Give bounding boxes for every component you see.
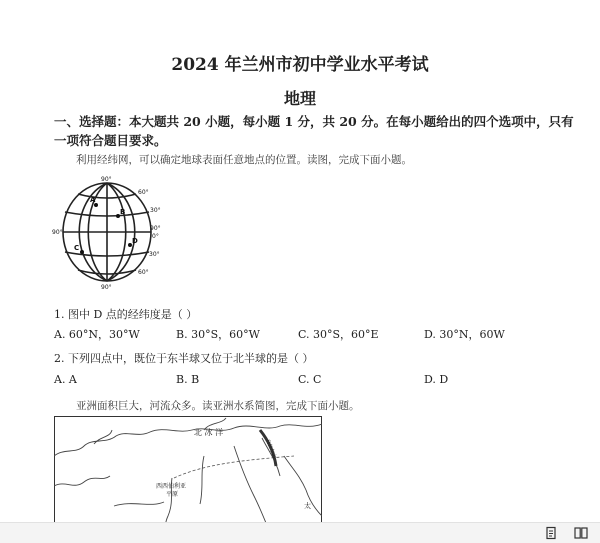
section-heading-line-2: 一项符合题目要求。 <box>54 133 167 148</box>
point-a-label: A <box>90 196 96 204</box>
single-page-icon[interactable] <box>544 526 558 540</box>
q2-option-d[interactable]: D. D <box>424 373 449 386</box>
map-label-mountain: 乌拉尔山 <box>264 438 278 460</box>
q1-option-b[interactable]: B. 30°S，60°W <box>176 328 260 341</box>
asia-river-map <box>54 416 322 526</box>
label-right-90: 90° <box>150 225 161 232</box>
q2-option-a[interactable]: A. A <box>54 373 77 386</box>
label-s30: 30° <box>149 251 160 258</box>
label-bottom-90: 90° <box>101 284 112 290</box>
map-label-plain-line-1: 西西伯利亚 <box>156 483 187 490</box>
label-left-90: 90° <box>52 229 63 236</box>
q2-option-b[interactable]: B. B <box>176 373 200 386</box>
map-label-pacific: 太 <box>304 502 311 510</box>
label-top-90: 90° <box>101 176 112 183</box>
question-2: 2. 下列四点中，既位于东半球又位于北半球的是（ ） <box>54 352 314 365</box>
label-s60: 60° <box>138 269 149 276</box>
viewer-bottom-bar <box>0 522 600 543</box>
q1-option-a[interactable]: A. 60°N，30°W <box>54 328 140 341</box>
q1-option-d[interactable]: D. 30°N，60W <box>424 328 505 341</box>
question-intro-1: 利用经纬网，可以确定地球表面任意地点的位置。读图，完成下面小题。 <box>76 154 412 166</box>
exam-title: 2024 年兰州市初中学业水平考试 <box>171 55 429 75</box>
question-1: 1. 图中 D 点的经纬度是（ ） <box>54 308 198 321</box>
graticule-figure <box>52 172 162 290</box>
q1-option-c[interactable]: C. 30°S，60°E <box>298 328 379 341</box>
label-n60: 60° <box>138 189 149 196</box>
point-d-label: D <box>132 237 138 245</box>
label-n30: 30° <box>150 207 161 214</box>
map-label-arctic-ocean: 北 冰 洋 <box>194 428 224 437</box>
two-page-icon[interactable] <box>574 526 588 540</box>
point-c-label: C <box>74 244 80 252</box>
map-label-plain-line-2: 平原 <box>166 491 179 498</box>
question-intro-2: 亚洲面积巨大，河流众多。读亚洲水系简图，完成下面小题。 <box>76 400 360 412</box>
q2-option-c[interactable]: C. C <box>298 373 322 386</box>
point-c-dot <box>80 250 84 254</box>
label-equator: 0° <box>152 233 159 240</box>
exam-subject: 地理 <box>283 89 316 108</box>
point-b-label: B <box>120 208 126 216</box>
section-heading-line-1: 一、选择题：本大题共 20 小题，每小题 1 分，共 20 分。在每小题给出的四个选项中，只有 <box>54 114 574 129</box>
